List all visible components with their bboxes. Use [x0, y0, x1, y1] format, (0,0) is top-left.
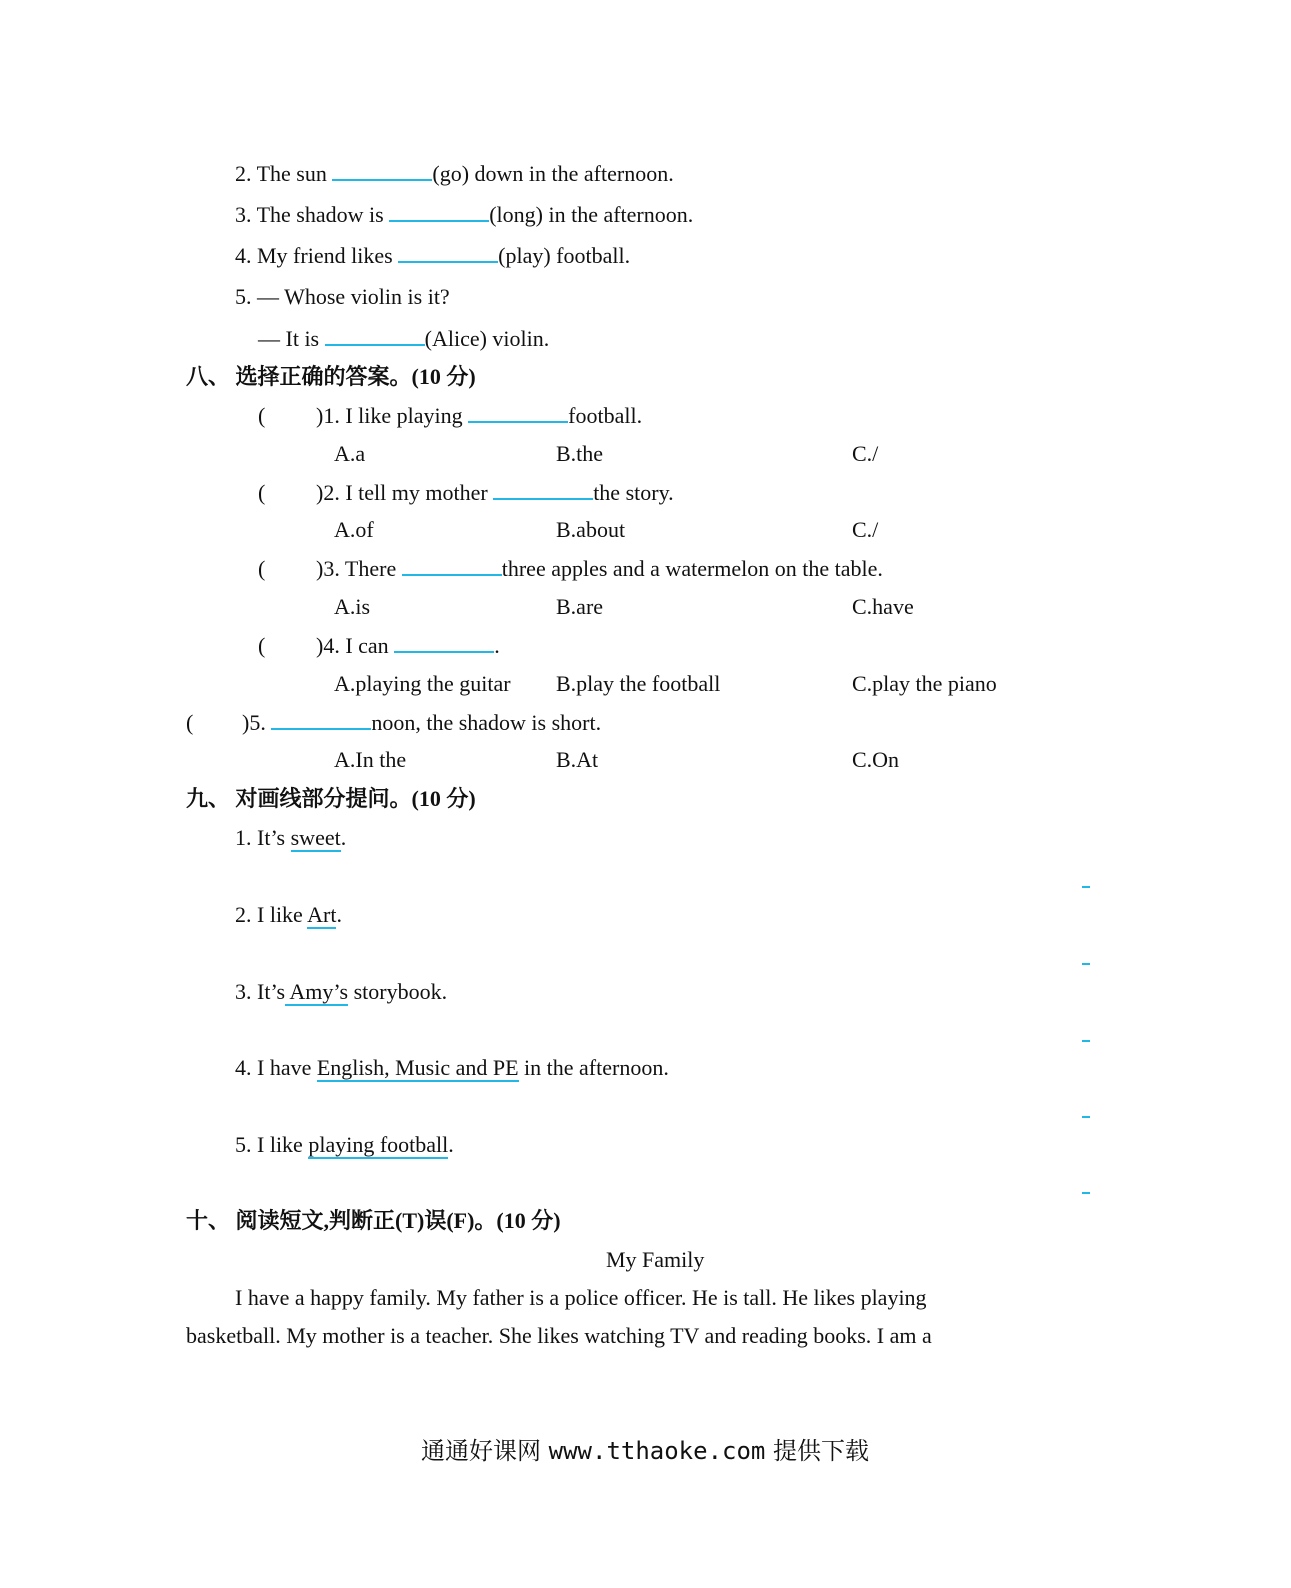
answer-blank[interactable] — [325, 326, 425, 346]
mc-paren[interactable]: ( — [258, 403, 266, 428]
underlined-part: sweet — [290, 825, 341, 850]
section9-title: 九、 对画线部分提问。(10 分) — [186, 786, 476, 811]
mc-paren[interactable]: ( — [258, 556, 266, 581]
option-c[interactable]: C.have — [852, 594, 914, 619]
fill-q2: 2. The sun (go) down in the afternoon. — [235, 161, 674, 186]
answer-blank[interactable] — [398, 243, 498, 263]
fill-q5a: 5. — Whose violin is it? — [235, 284, 450, 309]
footer-url[interactable]: www.tthaoke.com — [548, 1437, 766, 1465]
section10-title: 十、 阅读短文,判断正(T)误(F)。(10 分) — [186, 1208, 561, 1233]
option-b[interactable]: B.At — [556, 747, 599, 772]
answer-blank[interactable] — [468, 403, 568, 423]
answer-line-mark[interactable] — [1082, 1192, 1090, 1194]
option-b[interactable]: B.play the football — [556, 671, 721, 696]
underlined-part: Art — [307, 902, 337, 927]
option-c[interactable]: C./ — [852, 517, 879, 542]
answer-blank[interactable] — [402, 556, 502, 576]
passage-line-1: I have a happy family. My father is a police officer. He is tall. He likes playing — [235, 1285, 927, 1310]
mc-question-5: )5. noon, the shadow is short. — [242, 710, 602, 735]
underlined-part: playing football — [308, 1132, 449, 1157]
mc-question-3: )3. There three apples and a watermelon on the table. — [316, 556, 883, 581]
fill-q3: 3. The shadow is (long) in the afternoon. — [235, 202, 694, 227]
mc-question-2: )2. I tell my mother the story. — [316, 480, 674, 505]
answer-blank[interactable] — [394, 633, 494, 653]
question-item-4: 4. I have English, Music and PE in the afternoon. — [235, 1055, 669, 1080]
mc-question-4: )4. I can . — [316, 633, 500, 658]
option-b[interactable]: B.about — [556, 517, 626, 542]
question-item-3: 3. It’s Amy’s storybook. — [235, 979, 448, 1004]
section8-title: 八、 选择正确的答案。(10 分) — [186, 364, 476, 389]
fill-q4: 4. My friend likes (play) football. — [235, 243, 631, 268]
question-item-2: 2. I like Art. — [235, 902, 342, 927]
fill-q5b: — It is (Alice) violin. — [258, 326, 550, 351]
underlined-part: Amy’s — [285, 979, 349, 1004]
footer-watermark: 通通好课网 www.tthaoke.com 提供下载 — [421, 1437, 870, 1465]
option-a[interactable]: A.a — [334, 441, 366, 466]
answer-line-mark[interactable] — [1082, 963, 1090, 965]
answer-blank[interactable] — [332, 161, 432, 181]
mc-paren[interactable]: ( — [258, 633, 266, 658]
option-c[interactable]: C.On — [852, 747, 900, 772]
option-b[interactable]: B.the — [556, 441, 604, 466]
question-item-5: 5. I like playing football. — [235, 1132, 454, 1157]
answer-blank[interactable] — [271, 710, 371, 730]
option-a[interactable]: A.In the — [334, 747, 407, 772]
mc-question-1: )1. I like playing football. — [316, 403, 643, 428]
underlined-part: English, Music and PE — [316, 1055, 519, 1080]
mc-paren[interactable]: ( — [186, 710, 194, 735]
answer-line-mark[interactable] — [1082, 1040, 1090, 1042]
answer-blank[interactable] — [493, 480, 593, 500]
option-c[interactable]: C.play the piano — [852, 671, 997, 696]
option-c[interactable]: C./ — [852, 441, 879, 466]
option-b[interactable]: B.are — [556, 594, 604, 619]
mc-paren[interactable]: ( — [258, 480, 266, 505]
answer-line-mark[interactable] — [1082, 886, 1090, 888]
answer-blank[interactable] — [389, 202, 489, 222]
option-a[interactable]: A.playing the guitar — [334, 671, 511, 696]
passage-title: My Family — [606, 1247, 705, 1272]
answer-line-mark[interactable] — [1082, 1116, 1090, 1118]
option-a[interactable]: A.of — [334, 517, 374, 542]
passage-line-2: basketball. My mother is a teacher. She likes watching TV and reading books. I am a — [186, 1323, 932, 1348]
option-a[interactable]: A.is — [334, 594, 371, 619]
question-item-1: 1. It’s sweet. — [235, 825, 347, 850]
